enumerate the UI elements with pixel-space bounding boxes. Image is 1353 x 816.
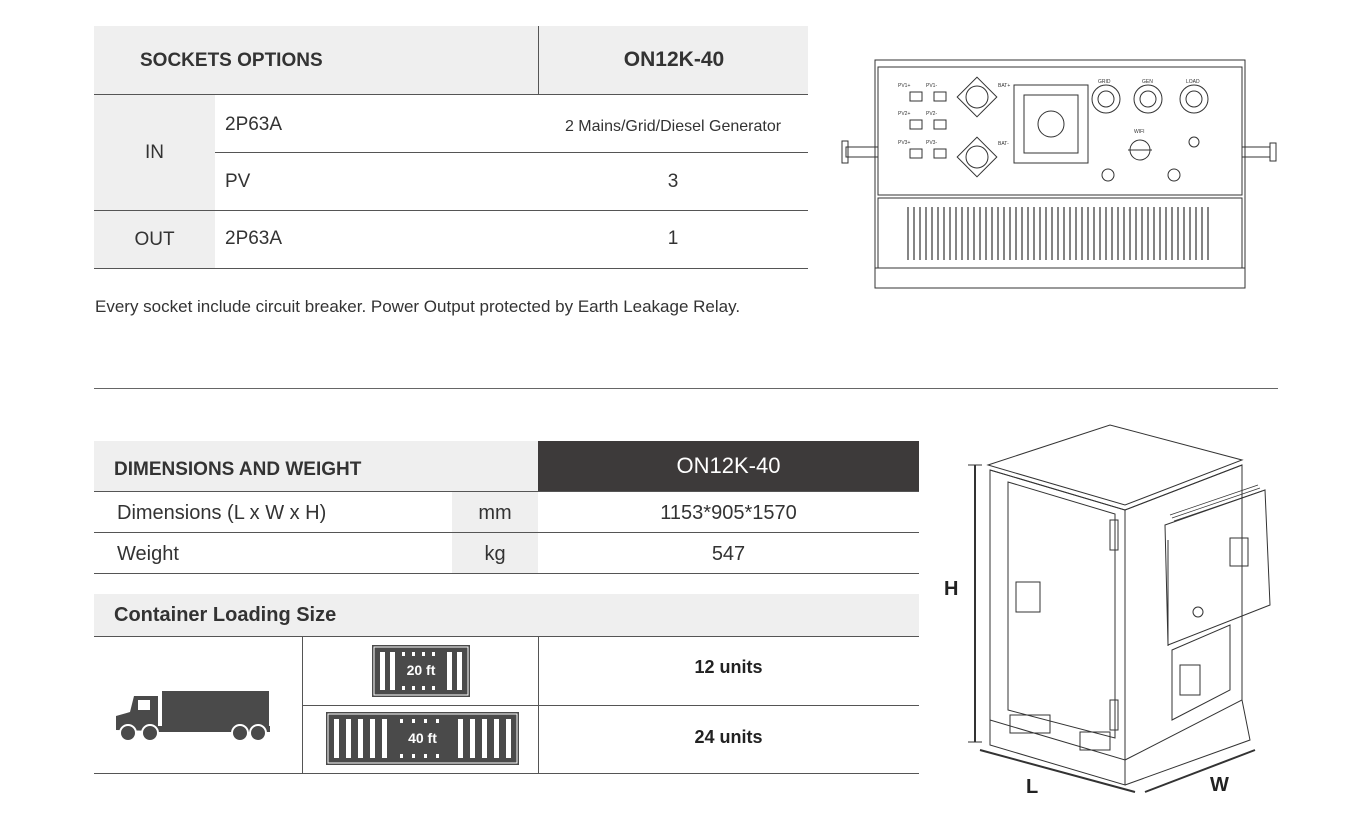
section-divider (94, 388, 1278, 389)
panel-label: PV3- (926, 140, 938, 146)
weight-value: 547 (711, 543, 746, 565)
row-divider (94, 210, 808, 211)
socket-row-value: 2 Mains/Grid/Diesel Generator (564, 118, 782, 135)
width-label: W (1210, 774, 1229, 796)
length-label: L (1026, 776, 1039, 798)
row-divider (94, 268, 808, 269)
sockets-note: Every socket include circuit breaker. Power Output protected by Earth Leakage Relay. (95, 297, 741, 316)
dimensions-model: ON12K-40 (538, 441, 919, 491)
panel-label: PV1+ (898, 83, 911, 89)
row-divider (94, 532, 919, 533)
row-divider (94, 573, 919, 574)
group-in: IN (94, 95, 215, 210)
weight-label: Weight (117, 543, 179, 565)
sockets-model: ON12K-40 (538, 26, 809, 94)
cabinet-drawing (940, 420, 1280, 810)
sockets-table (94, 26, 808, 270)
container-20ft-label: 20 ft (406, 662, 436, 678)
container-20ft (372, 645, 470, 697)
dimensions-header (94, 441, 538, 491)
panel-label: PV2- (926, 111, 938, 117)
panel-label: PV2+ (898, 111, 911, 117)
weight-unit: kg (484, 543, 506, 565)
panel-label: WIFI (1134, 129, 1145, 135)
row-divider (94, 773, 919, 774)
socket-row-value: 3 (667, 171, 679, 192)
group-out: OUT (94, 211, 215, 268)
container-title: Container Loading Size (114, 604, 337, 626)
container-40ft-units: 24 units (694, 727, 763, 747)
sockets-table-header (94, 26, 808, 95)
row-divider (94, 636, 919, 637)
panel-label: LOAD (1186, 79, 1200, 85)
container-header (94, 594, 919, 636)
front-panel-drawing (838, 55, 1283, 295)
dimensions-title: DIMENSIONS AND WEIGHT (114, 459, 362, 480)
dimension-unit: mm (478, 502, 512, 524)
dimension-value: 1153*905*1570 (660, 502, 797, 524)
row-divider (215, 152, 808, 153)
panel-label: BAT+ (998, 83, 1011, 89)
panel-label: PV3+ (898, 140, 911, 146)
panel-label: GRID (1098, 79, 1111, 85)
dimension-label: Dimensions (L x W x H) (117, 502, 327, 524)
container-40ft (326, 712, 519, 765)
height-label: H (944, 578, 959, 600)
row-divider (302, 705, 919, 706)
sockets-title: SOCKETS OPTIONS (140, 50, 323, 71)
socket-row-label: 2P63A (225, 114, 283, 135)
socket-row-label: 2P63A (225, 228, 283, 249)
socket-row-label: PV (225, 171, 251, 192)
panel-label: GEN (1142, 79, 1153, 85)
container-40ft-label: 40 ft (408, 730, 437, 746)
container-20ft-units: 12 units (694, 657, 763, 677)
socket-row-value: 1 (667, 228, 679, 249)
panel-label: PV1- (926, 83, 938, 89)
panel-label: BAT- (998, 141, 1009, 147)
truck-icon (112, 688, 272, 744)
